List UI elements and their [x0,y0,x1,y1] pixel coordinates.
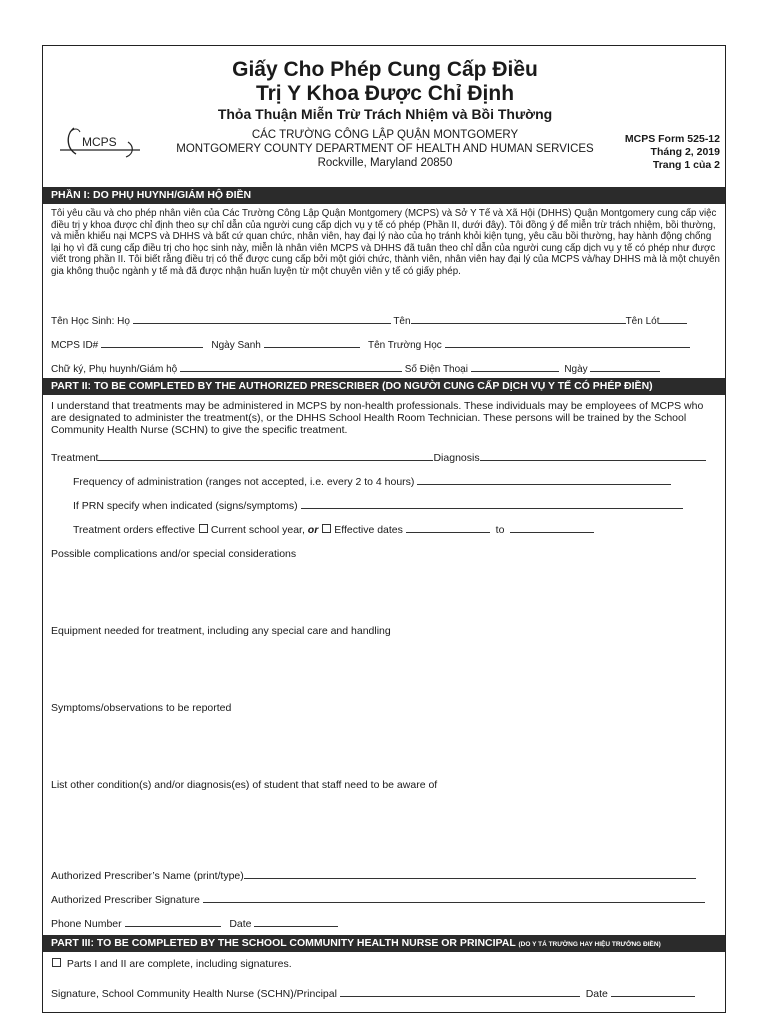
org-line1: CÁC TRƯỜNG CÔNG LẬP QUẬN MONTGOMERY [251,129,519,141]
parts-complete-row [51,958,292,970]
nurse-date-label: Date [585,988,608,1000]
student-first-field[interactable] [411,314,626,324]
treatment-label: Treatment [51,452,99,464]
school-field[interactable] [445,338,690,348]
current-year-checkbox[interactable] [199,524,208,533]
dob-label: Ngày Sanh [211,340,261,351]
form-subtitle: Thỏa Thuận Miễn Trừ Trách Nhiệm và Bồi Thường [217,106,553,122]
orders-label: Treatment orders effective [73,524,195,536]
parts-complete-checkbox[interactable] [52,958,61,967]
student-name-row [51,314,687,327]
effective-start-field[interactable] [406,523,490,533]
parent-signature-row [51,362,660,375]
form-number: MCPS Form 525-12 [624,133,720,145]
student-middle-field[interactable] [659,314,687,324]
other-conditions-label: List other condition(s) and/or diagnosis(es) of student that staff need to be aware of [51,779,438,791]
nurse-signature-row [51,987,695,1000]
diagnosis-label: Diagnosis [433,452,480,464]
part2-text: I understand that treatments may be administered in MCPS by non-health professionals. These individuals may be employees of MCPS who are designated to administer the treatment(s), or the DHHS School Health Room Technician. These persons will be trained by the School Community Health Nurse (SCHN) to give the specific treatment. [51,400,704,436]
parts-complete-label: Parts I and II are complete, including signatures. [66,958,292,970]
symptoms-label: Symptoms/observations to be reported [51,702,232,714]
effective-dates-checkbox[interactable] [322,524,331,533]
form-title-line1: Giấy Cho Phép Cung Cấp Điều [232,58,538,81]
prescriber-date-label: Date [229,918,252,930]
student-last-field[interactable] [133,314,391,324]
part2-heading: PART II: TO BE COMPLETED BY THE AUTHORIZED PRESCRIBER (DO NGƯỜI CUNG CẤP DỊCH VỤ Y TẾ CÓ PHÉP ĐIỀN) [43,378,725,395]
dob-field[interactable] [264,338,360,348]
logo-text: MCPS [82,135,117,149]
parent-date-field[interactable] [590,362,660,372]
parent-date-label: Ngày [564,364,588,375]
diagnosis-field[interactable] [480,451,706,461]
student-last-label: Tên Học Sinh: Họ [51,316,130,327]
prn-field[interactable] [301,499,683,509]
treatment-row [51,451,706,464]
effective-dates-label: Effective dates [334,524,403,536]
prescriber-signature-label: Authorized Prescriber Signature [51,894,200,906]
prescriber-signature-field[interactable] [203,893,705,903]
prescriber-signature-row [51,893,705,906]
form-date: Tháng 2, 2019 [650,146,720,158]
treatment-field[interactable] [98,451,433,461]
part3-heading [43,935,725,952]
prn-row [73,499,683,512]
form-title-line2: Trị Y Khoa Được Chỉ Định [255,82,515,105]
parent-phone-field[interactable] [471,362,559,372]
prescriber-name-field[interactable] [244,869,696,879]
frequency-field[interactable] [417,475,671,485]
prescriber-phone-field[interactable] [125,917,221,927]
part3-heading-small: (DO Y TÁ TRƯỜNG HAY HIỆU TRƯỞNG ĐIỀN) [518,941,661,948]
to-label: to [495,524,505,536]
or-label: or [307,524,319,536]
prescriber-phone-row [51,917,338,930]
org-line2: MONTGOMERY COUNTY DEPARTMENT OF HEALTH AND HUMAN SERVICES [176,143,594,155]
complications-label: Possible complications and/or special considerations [51,548,297,560]
current-year-label: Current school year, [210,524,305,536]
id-row [51,338,690,351]
mcps-id-field[interactable] [101,338,203,348]
mcps-id-label: MCPS ID# [51,340,99,351]
part1-text: Tôi yêu cầu và cho phép nhân viên của Các Trường Công Lập Quận Montgomery (MCPS) và Sở Y Tế và Xã Hội (DHHS) Quận Montgomery cung cấp việc điều trị y khoa được chỉ định theo sự chỉ dẫn của người cung cấp dịch vụ y tế có phép (Phần II, dưới đây). Tôi đồng ý để miễn trừ trách nhiệm, bồi thường, và miễn khiếu nại MCPS và DHHS và bất cứ quan chức, nhân viên, hay đại lý nào của họ tránh khỏi kiện tụng, yêu cầu bồi thường, hay hành động chống lại họ vì đã cung cấp điều trị cho học sinh này, miễn là nhân viên MCPS và DHHS đã tuân theo chỉ dẫn của người cung cấp dịch vụ y tế có phép như được viết trong phần II. Tôi biết rằng điều trị có thể được cung cấp bởi một giới chức, thành viên, nhân viên hay đại lý của MCPS và/hay DHHS mà là một chuyên gia không thuộc ngành y tế mà đã được nhận huấn luyện từ một chuyên viên y tế có giấy phép. [51,208,720,277]
prescriber-date-field[interactable] [254,917,338,927]
frequency-label: Frequency of administration (ranges not accepted, i.e. every 2 to 4 hours) [73,476,415,488]
prescriber-phone-label: Phone Number [51,918,122,930]
org-line3: Rockville, Maryland 20850 [317,157,453,169]
student-first-label: Tên [393,316,411,327]
school-label: Tên Trường Học [367,340,442,351]
parent-phone-label: Số Điện Thoại [404,364,468,375]
parent-signature-field[interactable] [180,362,402,372]
parent-signature-label: Chữ ký, Phụ huynh/Giám hộ [51,364,178,375]
form-page: Trang 1 của 2 [652,159,720,171]
orders-row [73,523,594,536]
frequency-row [73,475,671,488]
effective-end-field[interactable] [510,523,594,533]
prescriber-name-label: Authorized Prescriber’s Name (print/type) [51,870,244,882]
nurse-signature-label: Signature, School Community Health Nurse (SCHN)/Principal [51,988,337,1000]
prescriber-name-row [51,869,696,882]
equipment-label: Equipment needed for treatment, including any special care and handling [51,625,391,637]
student-middle-label: Tên Lót [625,316,660,327]
nurse-signature-field[interactable] [340,987,580,997]
prn-label: If PRN specify when indicated (signs/symptoms) [73,500,298,512]
part3-heading-text: PART III: TO BE COMPLETED BY THE SCHOOL COMMUNITY HEALTH NURSE OR PRINCIPAL [51,937,516,949]
part1-heading: PHẦN I: DO PHỤ HUYNH/GIÁM HỘ ĐIỀN [43,187,725,204]
nurse-date-field[interactable] [611,987,695,997]
